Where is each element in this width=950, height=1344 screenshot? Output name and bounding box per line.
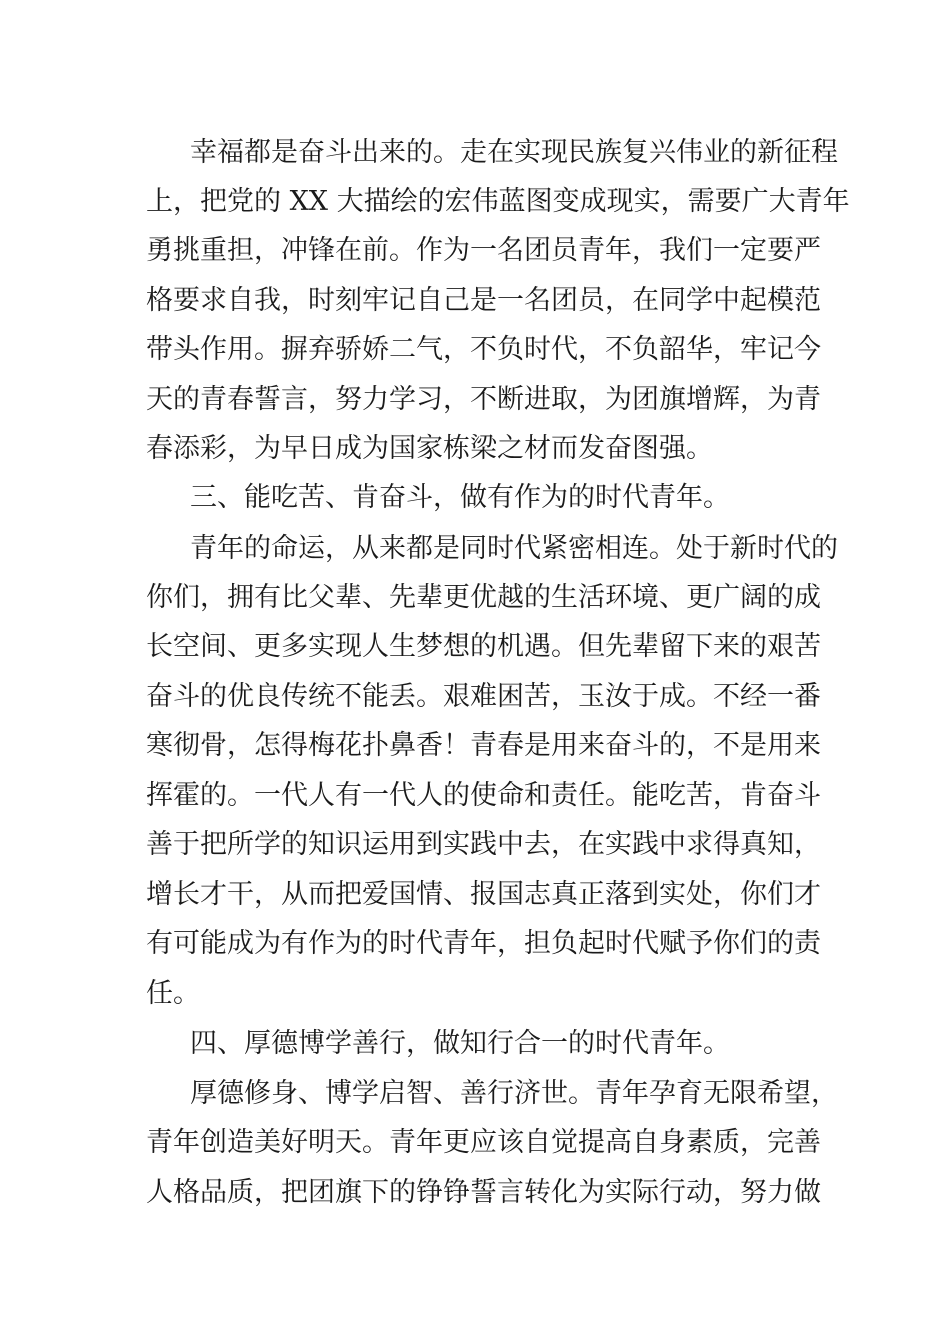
paragraph-line: 青年创造美好明天。青年更应该自觉提高自身素质，完善 <box>146 1127 821 1158</box>
paragraph-line: 善于把所学的知识运用到实践中去，在实践中求得真知， <box>146 829 821 860</box>
paragraph-line: 你们，拥有比父辈、先辈更优越的生活环境、更广阔的成 <box>146 582 821 613</box>
paragraph-line: 春添彩，为早日成为国家栋梁之材而发奋图强。 <box>146 433 713 464</box>
section-heading: 三、能吃苦、肯奋斗，做有作为的时代青年。 <box>190 482 730 513</box>
paragraph-line: 带头作用。摒弃骄娇二气，不负时代，不负韶华，牢记今 <box>146 334 821 365</box>
paragraph-line: 上，把党的 XX 大描绘的宏伟蓝图变成现实，需要广大青年 <box>146 186 850 217</box>
paragraph-line: 奋斗的优良传统不能丢。艰难困苦，玉汝于成。不经一番 <box>146 681 821 712</box>
paragraph-line: 青年的命运，从来都是同时代紧密相连。处于新时代的 <box>190 533 838 564</box>
paragraph-line: 任。 <box>146 978 200 1009</box>
paragraph-line: 长空间、更多实现人生梦想的机遇。但先辈留下来的艰苦 <box>146 631 821 662</box>
paragraph-line: 有可能成为有作为的时代青年，担负起时代赋予你们的责 <box>146 928 821 959</box>
paragraph-line: 人格品质，把团旗下的铮铮誓言转化为实际行动，努力做 <box>146 1177 821 1208</box>
paragraph-line: 勇挑重担，冲锋在前。作为一名团员青年，我们一定要严 <box>146 235 821 266</box>
paragraph-line: 厚德修身、博学启智、善行济世。青年孕育无限希望， <box>190 1078 838 1109</box>
paragraph-line: 寒彻骨，怎得梅花扑鼻香！青春是用来奋斗的，不是用来 <box>146 730 821 761</box>
paragraph-line: 挥霍的。一代人有一代人的使命和责任。能吃苦，肯奋斗 <box>146 780 821 811</box>
paragraph-line: 增长才干，从而把爱国情、报国志真正落到实处，你们才 <box>146 879 821 910</box>
paragraph-line: 天的青春誓言，努力学习，不断进取，为团旗增辉，为青 <box>146 384 821 415</box>
section-heading: 四、厚德博学善行，做知行合一的时代青年。 <box>190 1028 730 1059</box>
paragraph-line: 幸福都是奋斗出来的。走在实现民族复兴伟业的新征程 <box>190 137 838 168</box>
paragraph-line: 格要求自我，时刻牢记自己是一名团员，在同学中起模范 <box>146 285 821 316</box>
